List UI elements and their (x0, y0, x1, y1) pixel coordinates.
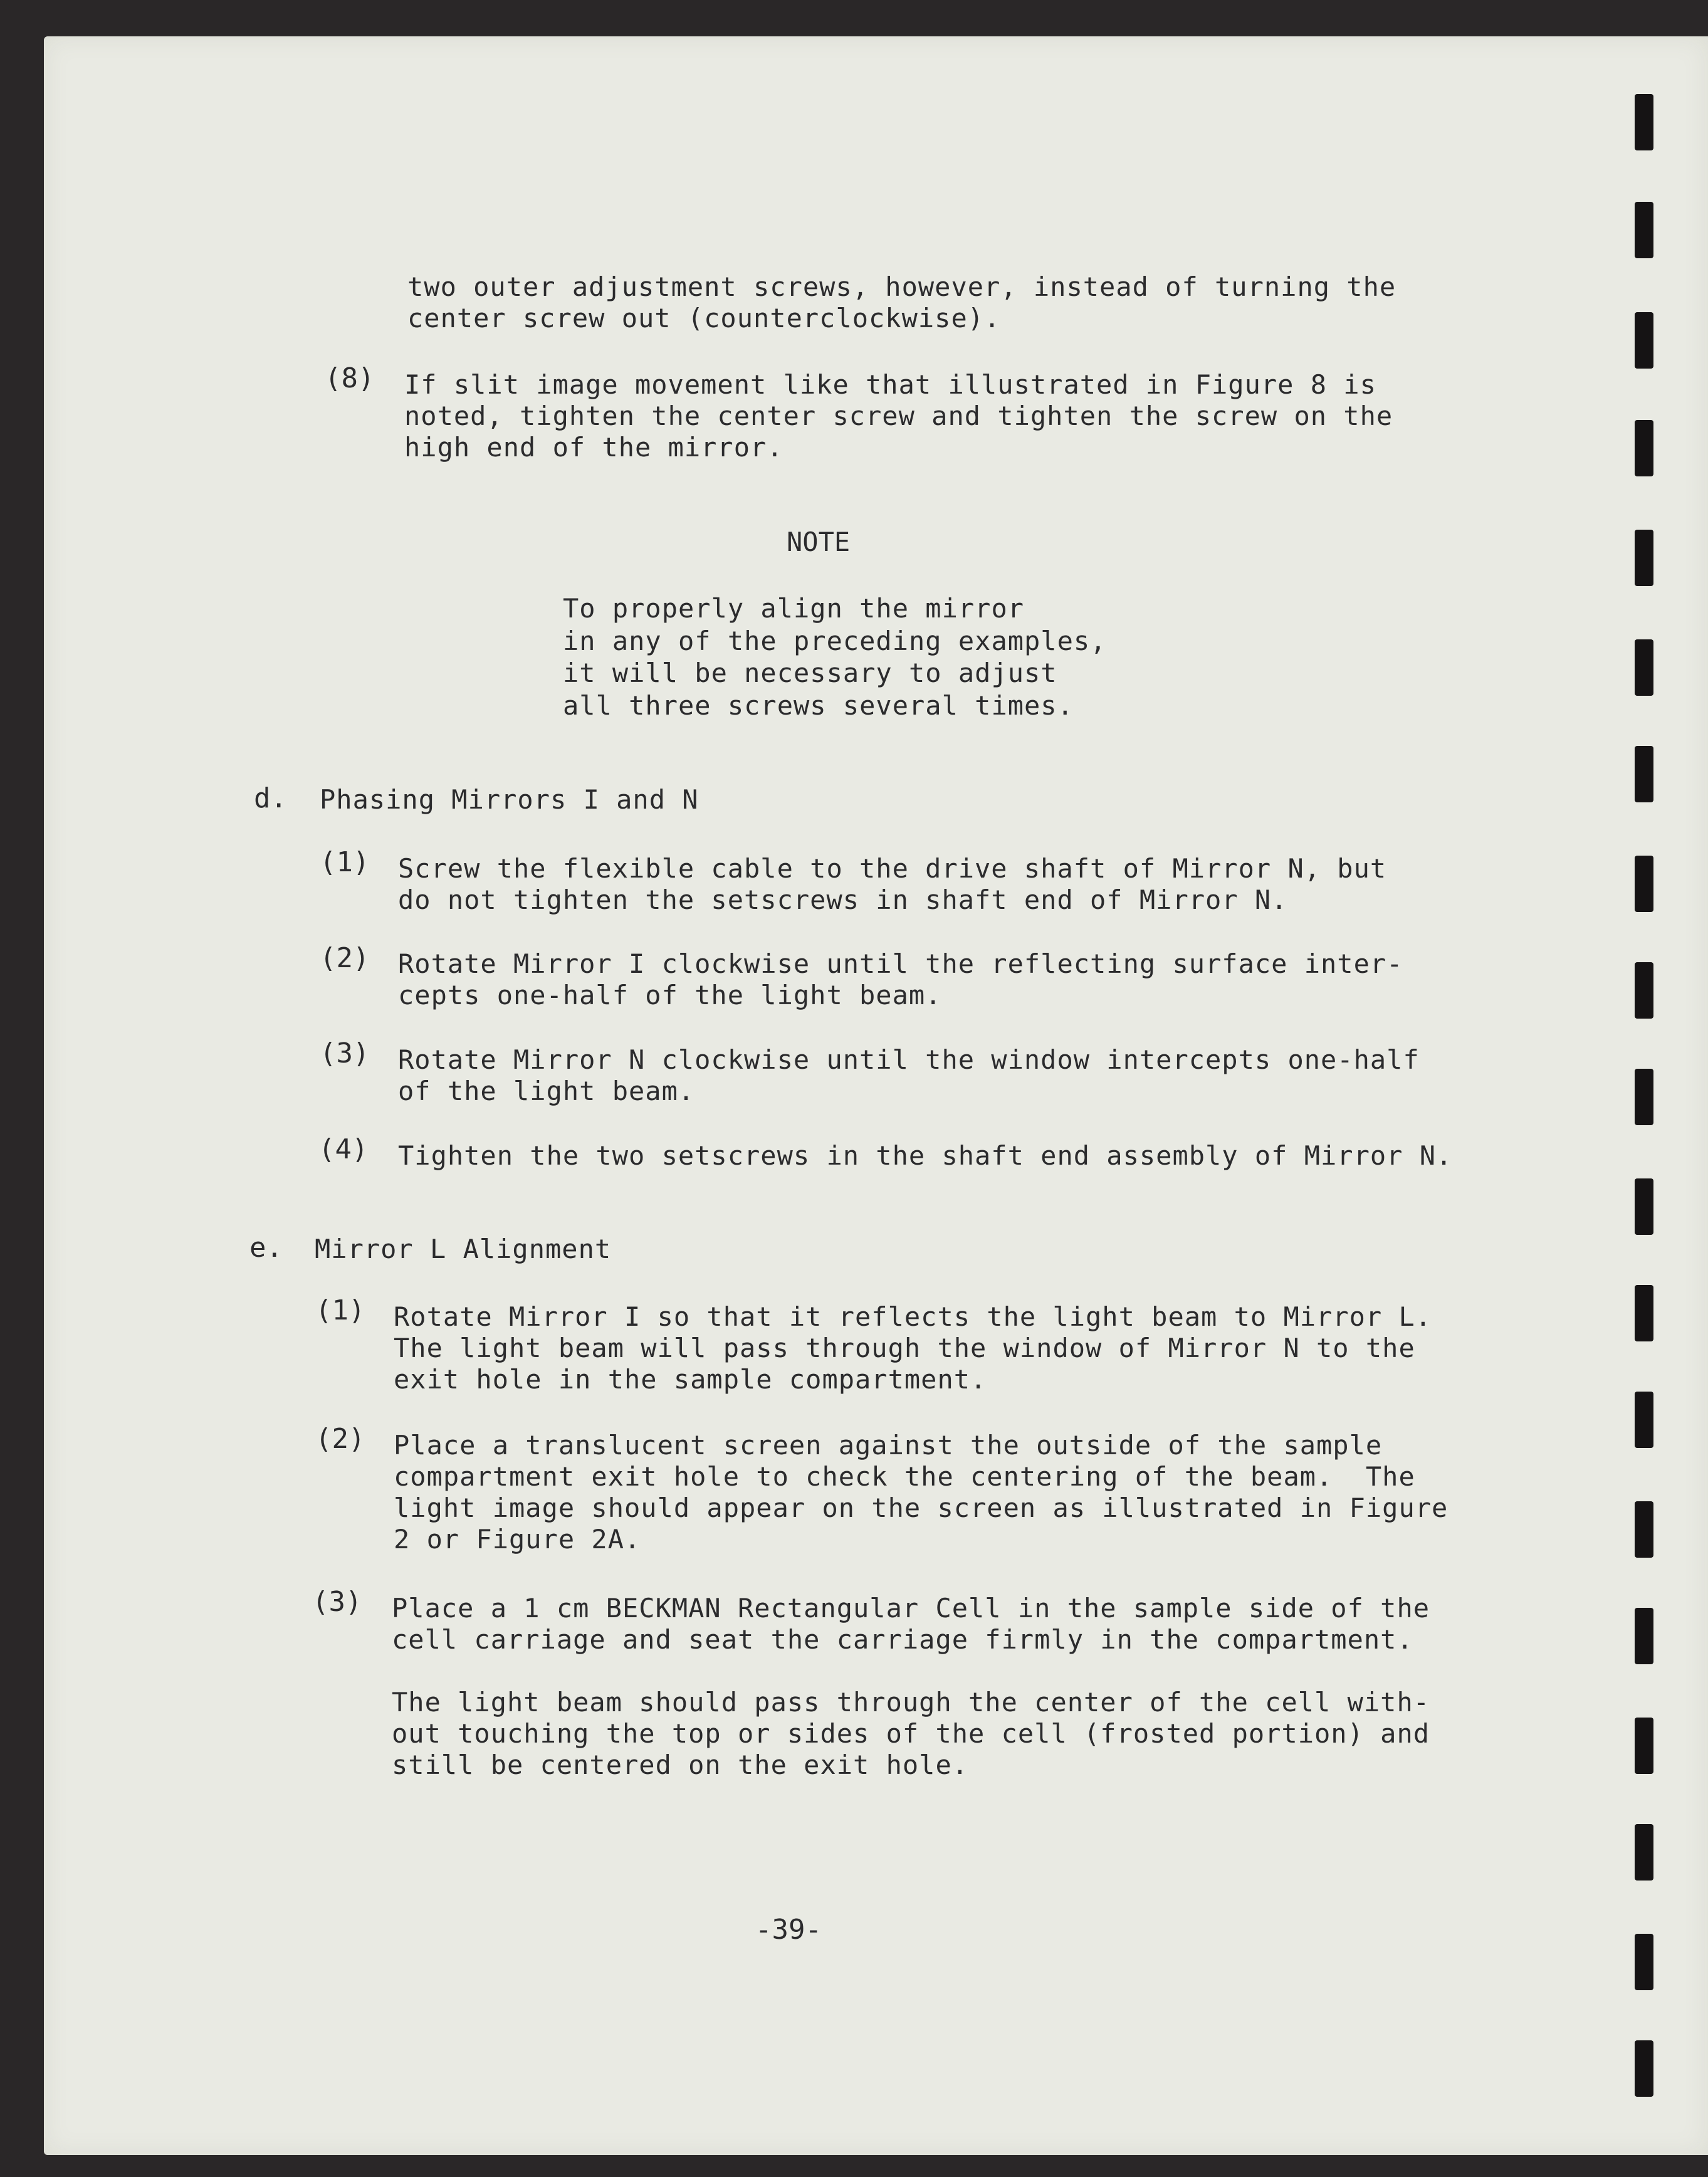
binder-hole (1635, 639, 1653, 696)
binder-hole (1635, 1178, 1653, 1235)
step-number: (4) (318, 1133, 369, 1165)
binder-hole (1635, 312, 1653, 369)
step-number: (2) (315, 1423, 365, 1455)
step-text: exit hole in the sample compartment. (394, 1364, 987, 1395)
binder-hole (1635, 1934, 1653, 1990)
followup-text: out touching the top or sides of the cell (frosted portion) and (392, 1718, 1430, 1749)
step-text: cell carriage and seat the carriage firmly in the compartment. (392, 1624, 1413, 1655)
binder-hole (1635, 746, 1653, 802)
binder-hole (1635, 202, 1653, 258)
note-line: To properly align the mirror (563, 593, 1025, 624)
step-number: (1) (320, 846, 370, 878)
note-line: in any of the preceding examples, (563, 626, 1107, 656)
step-text: of the light beam. (398, 1076, 695, 1106)
binder-hole (1635, 420, 1653, 476)
step-text: If slit image movement like that illustrated in Figure 8 is (404, 369, 1376, 400)
step-text: noted, tighten the center screw and tighten the screw on the (404, 401, 1393, 431)
binder-hole (1635, 1285, 1653, 1341)
binder-hole (1635, 2040, 1653, 2097)
step-number: (1) (315, 1294, 365, 1326)
step-text: Screw the flexible cable to the drive shaft of Mirror N, but (398, 853, 1387, 884)
step-text: do not tighten the setscrews in shaft end of Mirror N. (398, 884, 1288, 915)
step-text: Rotate Mirror I so that it reflects the light beam to Mirror L. (394, 1301, 1432, 1332)
binder-hole (1635, 962, 1653, 1019)
binder-hole (1635, 1069, 1653, 1125)
intro-line: center screw out (counterclockwise). (407, 303, 1001, 333)
step-text: light image should appear on the screen as illustrated in Figure (394, 1492, 1449, 1523)
section-heading: Phasing Mirrors I and N (320, 784, 699, 815)
step-text: Place a 1 cm BECKMAN Rectangular Cell in the sample side of the (392, 1593, 1430, 1624)
binder-hole (1635, 530, 1653, 586)
step-number: (2) (320, 942, 370, 974)
intro-line: two outer adjustment screws, however, instead of turning the (407, 271, 1396, 302)
followup-text: still be centered on the exit hole. (392, 1749, 969, 1780)
step-number: (3) (320, 1037, 370, 1069)
binder-hole (1635, 1608, 1653, 1664)
binder-hole (1635, 1824, 1653, 1881)
note-line: it will be necessary to adjust (563, 658, 1057, 688)
section-letter: e. (249, 1232, 283, 1264)
binder-hole (1635, 1392, 1653, 1448)
step-number: (3) (312, 1586, 362, 1618)
section-heading: Mirror L Alignment (315, 1234, 612, 1264)
step-text: compartment exit hole to check the centering of the beam. The (394, 1461, 1415, 1492)
step-text: high end of the mirror. (404, 432, 783, 463)
note-line: all three screws several times. (563, 690, 1074, 721)
binder-hole (1635, 1718, 1653, 1774)
step-text: Place a translucent screen against the outside of the sample (394, 1430, 1383, 1461)
note-title: NOTE (787, 527, 851, 557)
page-number: -39- (755, 1914, 822, 1946)
step-number: (8) (325, 362, 375, 394)
binder-hole (1635, 94, 1653, 150)
step-text: 2 or Figure 2A. (394, 1524, 641, 1555)
step-text: Rotate Mirror N clockwise until the window intercepts one-half (398, 1044, 1420, 1075)
step-text: cepts one-half of the light beam. (398, 980, 942, 1010)
binder-hole (1635, 1501, 1653, 1558)
followup-text: The light beam should pass through the center of the cell with- (392, 1687, 1430, 1718)
document-page (44, 36, 1708, 2155)
step-text: Tighten the two setscrews in the shaft end assembly of Mirror N. (398, 1140, 1453, 1171)
step-text: Rotate Mirror I clockwise until the reflecting surface inter- (398, 948, 1403, 979)
section-letter: d. (254, 782, 287, 814)
step-text: The light beam will pass through the window of Mirror N to the (394, 1333, 1415, 1363)
binder-hole (1635, 856, 1653, 912)
